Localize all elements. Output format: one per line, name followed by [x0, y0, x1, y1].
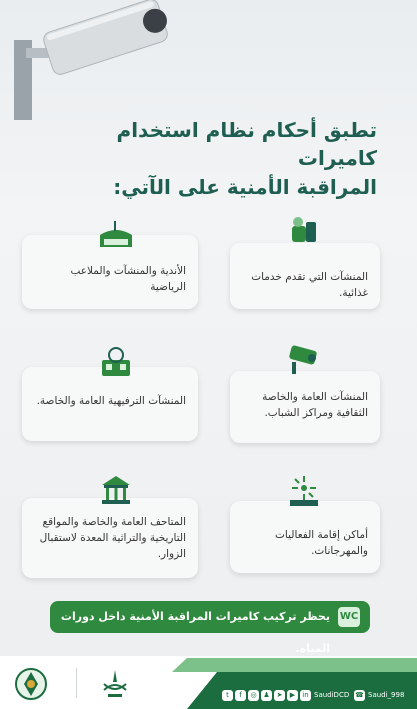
card-events [230, 501, 380, 573]
handle-saudi998[interactable]: Saudi_998 [368, 691, 405, 699]
card-text: المنشآت التي تقدم خدمات غذائية. [251, 271, 368, 299]
title-line-1: تطبق أحكام نظام استخدام كاميرات [116, 118, 377, 170]
museum-icon [98, 473, 134, 507]
restroom-ban-banner [50, 601, 370, 655]
whatsapp-icon[interactable]: ☎ [355, 691, 364, 699]
card-museums [22, 498, 198, 578]
instagram-icon[interactable]: ◎ [248, 690, 259, 701]
snapchat-icon[interactable]: ♟ [261, 690, 272, 701]
linkedin-icon[interactable]: in [300, 690, 311, 701]
youtube-icon[interactable]: ▶ [287, 690, 298, 701]
footer-divider [76, 668, 77, 698]
food-service-icon [286, 212, 322, 246]
restroom-icon: WC [338, 607, 360, 627]
card-text: المنشآت الترفيهية العامة والخاصة. [36, 395, 186, 407]
ministry-emblem [98, 664, 132, 704]
card-text: أماكن إقامة الفعاليات والمهرجانات. [275, 529, 368, 557]
fireworks-icon [286, 474, 322, 508]
stadium-icon [98, 217, 134, 251]
banner-text: يحظر تركيب كاميرات المراقبة الأمنية داخل دورات المياه. [60, 610, 330, 655]
civil-defense-emblem [14, 664, 48, 704]
card-text: الأندية والمنشآت والملاعب الرياضية [70, 265, 186, 293]
card-text: المنشآت العامة والخاصة الثقافية ومراكز الشباب. [262, 391, 368, 419]
telegram-icon[interactable]: ➤ [274, 690, 285, 701]
title-line-2: المراقبة الأمنية على الآتي: [113, 175, 377, 199]
twitter-icon[interactable]: t [222, 690, 233, 701]
facebook-icon[interactable]: f [235, 690, 246, 701]
card-food-services [230, 243, 380, 309]
footer-stripe-light [167, 658, 417, 672]
page-title [40, 116, 377, 202]
card-text: المتاحف العامة والخاصة والمواقع التاريخية والتراثية المعدة لاستقبال الزوار. [39, 516, 186, 560]
camera-icon [286, 342, 322, 376]
handle-saudidcd[interactable]: SaudiDCD [314, 691, 350, 699]
card-cultural-facilities [230, 371, 380, 443]
entertainment-icon [98, 346, 134, 380]
security-camera-icon [6, 0, 176, 120]
